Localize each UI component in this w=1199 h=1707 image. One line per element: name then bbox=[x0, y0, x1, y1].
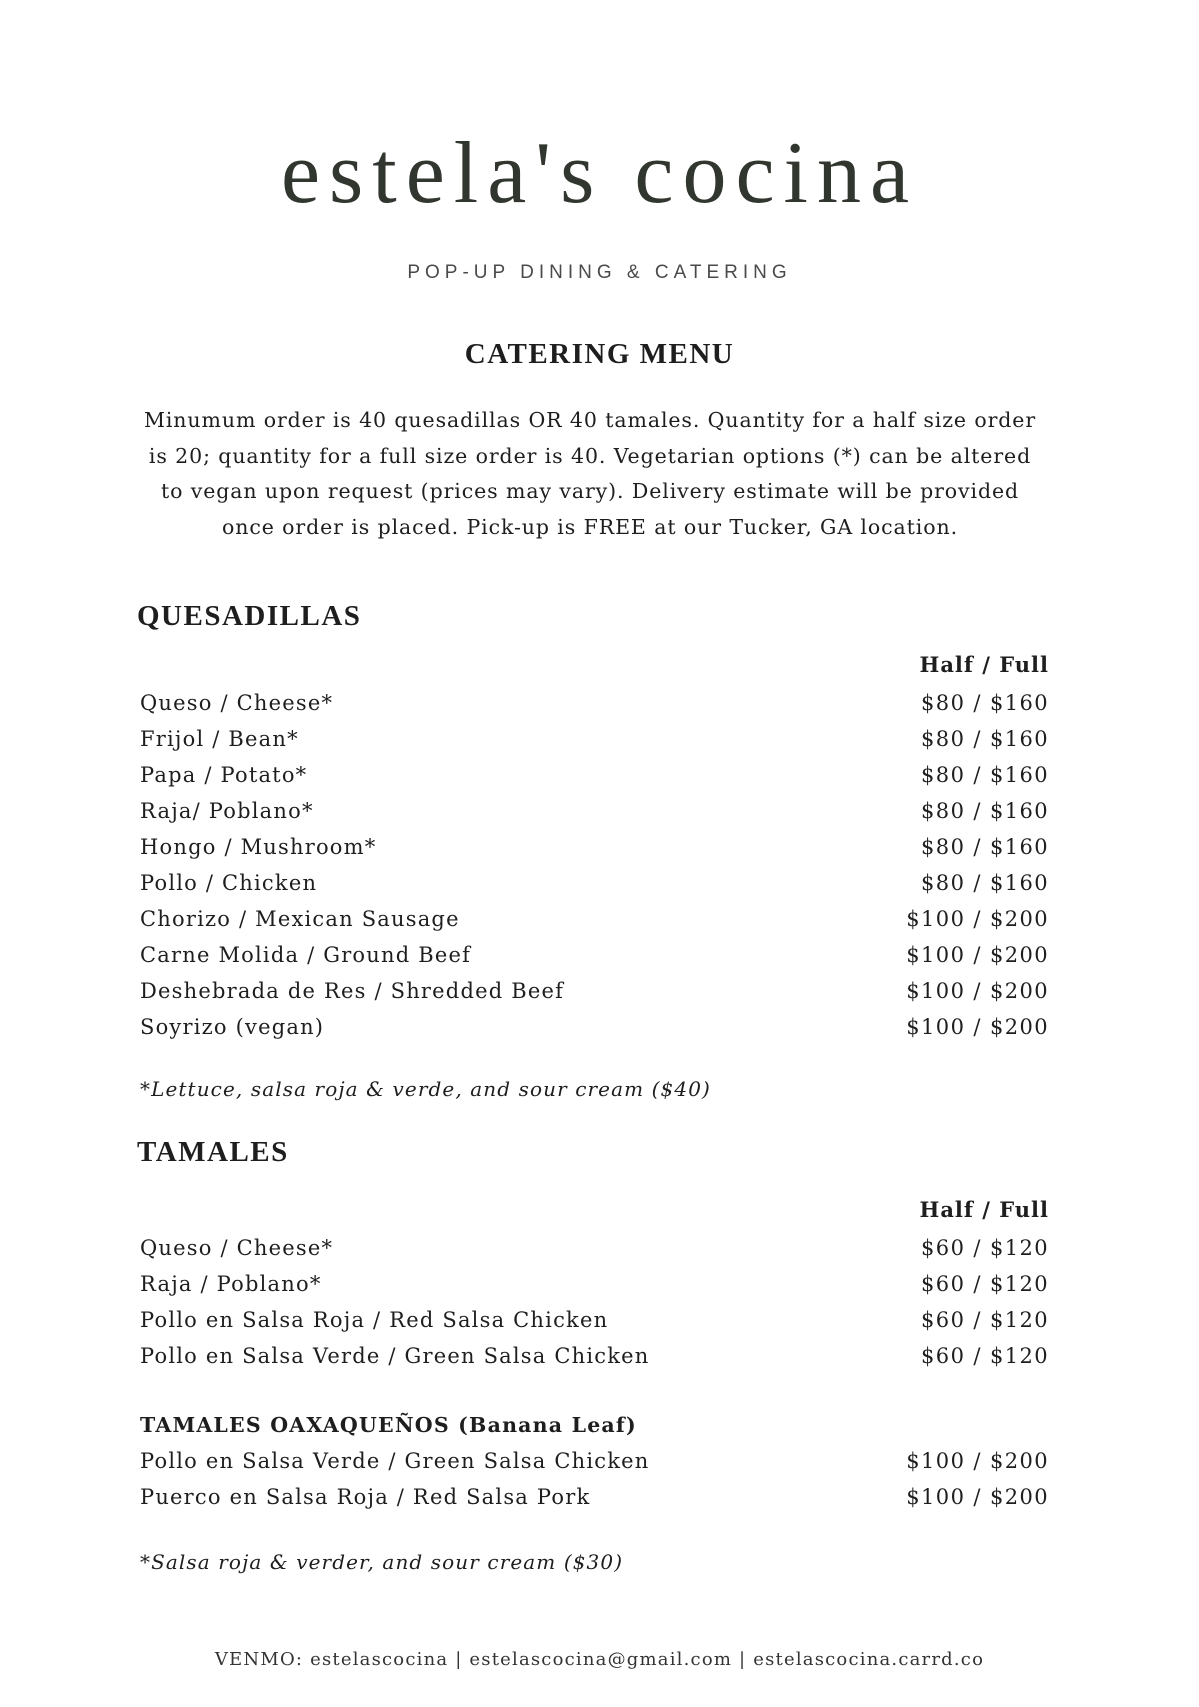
tamales-title: TAMALES bbox=[137, 1136, 289, 1168]
menu-item bbox=[140, 1443, 1049, 1479]
item-price: $100 / $200 bbox=[906, 943, 1049, 967]
menu-item bbox=[140, 685, 1049, 721]
tamales-oaxaquenos-title: TAMALES OAXAQUEÑOS (Banana Leaf) bbox=[140, 1413, 637, 1437]
brand-subtitle: POP-UP DINING & CATERING bbox=[407, 262, 792, 283]
menu-item bbox=[140, 1230, 1049, 1266]
contact-footer: VENMO: estelascocina | estelascocina@gmail.com | estelascocina.carrd.co bbox=[214, 1649, 985, 1670]
item-price: $80 / $160 bbox=[921, 799, 1049, 823]
menu-item bbox=[140, 1009, 1049, 1045]
item-price: $60 / $120 bbox=[921, 1344, 1049, 1368]
item-name: Carne Molida / Ground Beef bbox=[140, 943, 472, 967]
item-name: Pollo en Salsa Roja / Red Salsa Chicken bbox=[140, 1308, 609, 1332]
item-name: Hongo / Mushroom* bbox=[140, 835, 377, 859]
brand-title: estela's cocina bbox=[280, 125, 919, 222]
quesadillas-list bbox=[140, 685, 1049, 1045]
item-name: Deshebrada de Res / Shredded Beef bbox=[140, 979, 565, 1003]
intro-paragraph: Minumum order is 40 quesadillas OR 40 tamales. Quantity for a half size order is 20; quantity for a full size order is 40. Vegetarian options (*) can be altered to vegan upon request (prices may vary). Delivery estimate will be provided once order is placed. Pick-up is FREE at our Tucker, GA location. bbox=[143, 408, 1037, 539]
tamales-list bbox=[140, 1230, 1049, 1374]
menu-item bbox=[140, 1266, 1049, 1302]
item-price: $60 / $120 bbox=[921, 1236, 1049, 1260]
item-name: Pollo / Chicken bbox=[140, 871, 318, 895]
menu-item bbox=[140, 1479, 1049, 1515]
item-price: $80 / $160 bbox=[921, 763, 1049, 787]
item-name: Papa / Potato* bbox=[140, 763, 308, 787]
item-name: Raja/ Poblano* bbox=[140, 799, 314, 823]
item-name: Raja / Poblano* bbox=[140, 1272, 322, 1296]
menu-item bbox=[140, 865, 1049, 901]
quesadillas-column-header: Half / Full bbox=[919, 652, 1049, 677]
item-name: Soyrizo (vegan) bbox=[140, 1015, 325, 1039]
menu-item bbox=[140, 793, 1049, 829]
menu-item bbox=[140, 829, 1049, 865]
item-name: Queso / Cheese* bbox=[140, 1236, 334, 1260]
item-name: Pollo en Salsa Verde / Green Salsa Chicken bbox=[140, 1449, 650, 1473]
tamales-oaxaquenos-list bbox=[140, 1443, 1049, 1515]
menu-item bbox=[140, 1302, 1049, 1338]
tamales-column-header: Half / Full bbox=[919, 1197, 1049, 1222]
item-price: $100 / $200 bbox=[906, 1449, 1049, 1473]
menu-heading: CATERING MENU bbox=[464, 338, 735, 370]
menu-item bbox=[140, 757, 1049, 793]
item-name: Puerco en Salsa Roja / Red Salsa Pork bbox=[140, 1485, 591, 1509]
item-name: Queso / Cheese* bbox=[140, 691, 334, 715]
item-price: $80 / $160 bbox=[921, 871, 1049, 895]
menu-item bbox=[140, 937, 1049, 973]
item-price: $80 / $160 bbox=[921, 727, 1049, 751]
item-name: Chorizo / Mexican Sausage bbox=[140, 907, 460, 931]
item-name: Pollo en Salsa Verde / Green Salsa Chicken bbox=[140, 1344, 650, 1368]
item-price: $100 / $200 bbox=[906, 1015, 1049, 1039]
tamales-note: *Salsa roja & verder, and sour cream ($30) bbox=[140, 1550, 624, 1574]
item-price: $60 / $120 bbox=[921, 1308, 1049, 1332]
item-price: $60 / $120 bbox=[921, 1272, 1049, 1296]
menu-item bbox=[140, 1338, 1049, 1374]
item-name: Frijol / Bean* bbox=[140, 727, 299, 751]
item-price: $80 / $160 bbox=[921, 835, 1049, 859]
item-price: $100 / $200 bbox=[906, 907, 1049, 931]
item-price: $100 / $200 bbox=[906, 1485, 1049, 1509]
item-price: $80 / $160 bbox=[921, 691, 1049, 715]
menu-item bbox=[140, 721, 1049, 757]
menu-item bbox=[140, 973, 1049, 1009]
quesadillas-note: *Lettuce, salsa roja & verde, and sour cream ($40) bbox=[140, 1077, 711, 1101]
quesadillas-title: QUESADILLAS bbox=[137, 600, 362, 632]
item-price: $100 / $200 bbox=[906, 979, 1049, 1003]
menu-item bbox=[140, 901, 1049, 937]
